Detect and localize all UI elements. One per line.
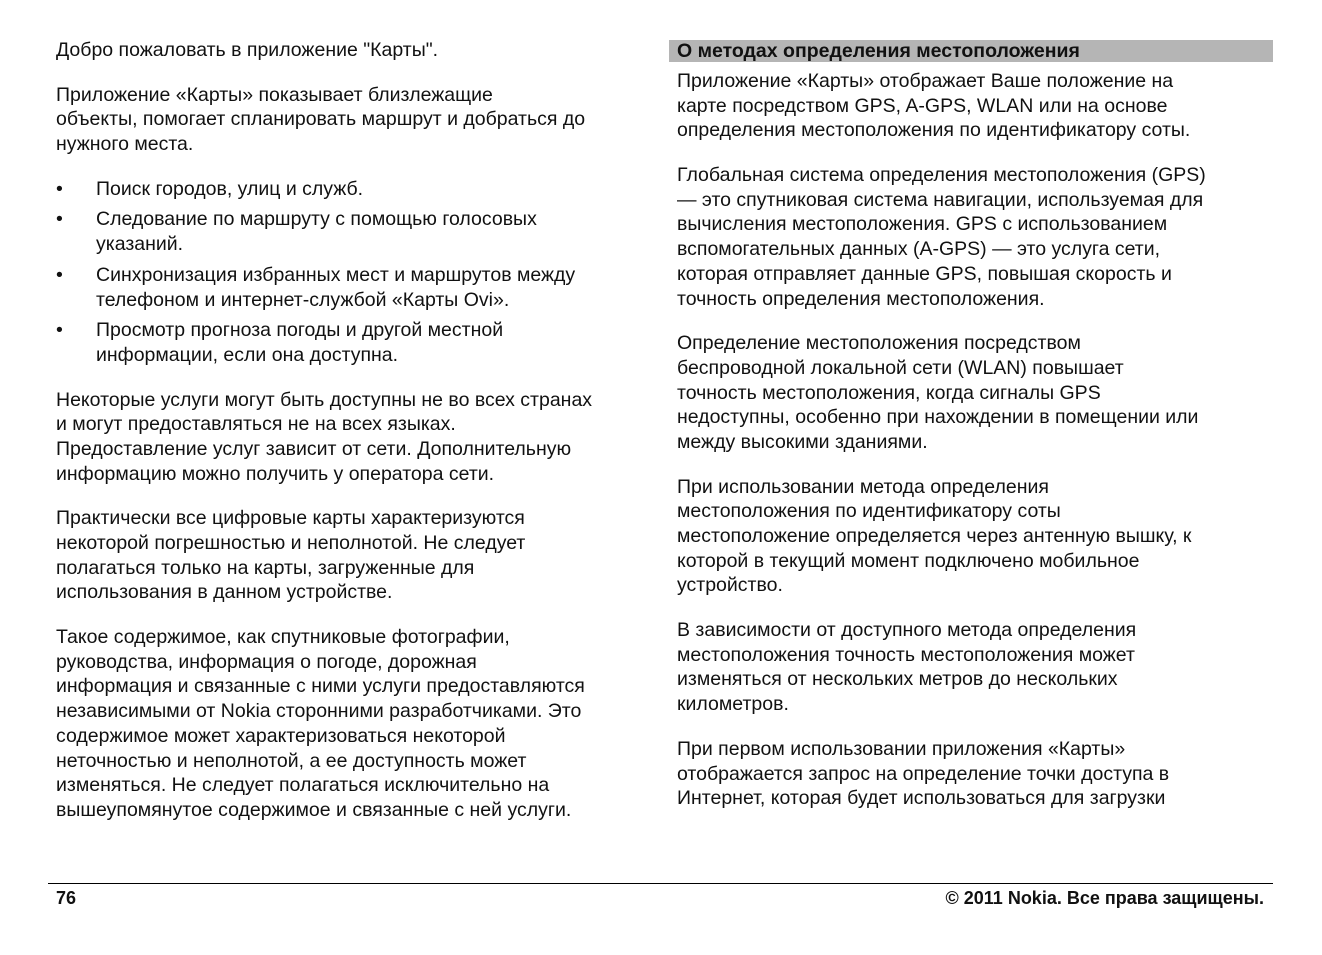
text-line: изменяться. Не следует полагаться исключительно на xyxy=(56,774,550,797)
section-heading: О методах определения местоположения xyxy=(669,40,1273,62)
text-line: и могут предоставляться не на всех языках. xyxy=(56,413,456,436)
text-line: Определение местоположения посредством xyxy=(677,332,1081,355)
text-line: Практически все цифровые карты характеризуются xyxy=(56,507,525,530)
text-line: вычисления местоположения. GPS с использованием xyxy=(677,213,1168,236)
text-line: Интернет, которая будет использоваться для загрузки xyxy=(677,787,1166,810)
list-item xyxy=(56,263,656,312)
text-line: Просмотр прогноза погоды и другой местной xyxy=(96,319,504,342)
text-line: телефоном и интернет-службой «Карты Ovi». xyxy=(96,288,510,311)
text-line: некоторой погрешностью и неполнотой. Не следует xyxy=(56,532,526,554)
text-line: Поиск городов, улиц и служб. xyxy=(96,177,364,200)
list-item xyxy=(56,207,656,256)
text-line: информацию можно получить у оператора сети. xyxy=(56,462,495,485)
text-line: Следование по маршруту с помощью голосовых xyxy=(96,208,537,231)
paragraph xyxy=(677,737,1273,811)
text-line: карте посредством GPS, A-GPS, WLAN или на основе xyxy=(677,94,1168,117)
text-line: содержимое может характеризоваться некоторой xyxy=(56,724,506,747)
text-line: При использовании метода определения xyxy=(677,475,1049,498)
text-line: устройство. xyxy=(677,574,783,597)
paragraph xyxy=(677,331,1273,454)
text-line: определения местоположения по идентификатору соты. xyxy=(677,119,1191,142)
text-line: Синхронизация избранных мест и маршрутов между xyxy=(96,263,576,286)
paragraph xyxy=(677,69,1273,143)
text-line: которая отправляет данные GPS, повышая скорость и xyxy=(677,262,1172,285)
text-line: При первом использовании приложения «Карты» xyxy=(677,737,1126,760)
text-line: независимыми от Nokia сторонними разработчиками. Это xyxy=(56,700,582,723)
text-line: отображается запрос на определение точки доступа в xyxy=(677,762,1170,785)
text-line: Некоторые услуги могут быть доступны не во всех странах xyxy=(56,388,593,411)
text-line: Глобальная система определения местоположения (GPS) xyxy=(677,164,1206,187)
text-line: которой в текущий момент подключено мобильное xyxy=(677,549,1140,572)
paragraph xyxy=(56,625,656,823)
bullet-icon: • xyxy=(56,319,63,342)
text-line: В зависимости от доступного метода определения xyxy=(677,619,1137,642)
text-line: Добро пожаловать в приложение "Карты". xyxy=(56,39,439,61)
text-line: руководства, информация о погоде, дорожная xyxy=(56,650,477,673)
text-line: точность определения местоположения. xyxy=(677,287,1045,310)
text-line: нужного места. xyxy=(56,133,194,156)
text-line: — это спутниковая система навигации, используемая для xyxy=(677,188,1204,211)
text-line: Предоставление услуг зависит от сети. Дополнительную xyxy=(56,437,572,460)
paragraph xyxy=(677,618,1273,717)
page-number: 76 xyxy=(56,888,77,908)
text-line: точность местоположения, когда сигналы GPS xyxy=(677,381,1101,404)
text-line: Такое содержимое, как спутниковые фотографии, xyxy=(56,626,510,649)
text-line: местоположение определяется через антенную вышку, к xyxy=(677,525,1192,547)
text-line: местоположения точность местоположения может xyxy=(677,643,1135,666)
text-line: Приложение «Карты» отображает Ваше положение на xyxy=(677,70,1174,92)
text-line: объекты, помогает спланировать маршрут и добраться до xyxy=(56,108,586,131)
text-line: беспроводной локальной сети (WLAN) повышает xyxy=(677,356,1124,379)
footer-divider xyxy=(48,883,1273,884)
list-item xyxy=(56,318,656,367)
text-line: указаний. xyxy=(96,233,184,256)
paragraph xyxy=(56,506,656,605)
bullet-icon: • xyxy=(56,177,63,200)
text-line: вышеупомянутое содержимое и связанные с ней услуги. xyxy=(56,798,572,821)
text-line: изменяться от нескольких метров до нескольких xyxy=(677,668,1118,691)
paragraph xyxy=(56,38,656,63)
text-line: недоступны, особенно при нахождении в помещении или xyxy=(677,406,1199,429)
text-line: километров. xyxy=(677,693,789,716)
paragraph xyxy=(56,388,656,487)
paragraph xyxy=(677,475,1273,598)
bullet-list xyxy=(56,177,656,368)
bullet-icon: • xyxy=(56,263,63,286)
text-line: Приложение «Карты» показывает близлежащие xyxy=(56,83,493,106)
bullet-icon: • xyxy=(56,208,63,231)
text-line: местоположения по идентификатору соты xyxy=(677,500,1061,523)
text-line: информации, если она доступна. xyxy=(96,343,399,366)
paragraph xyxy=(677,163,1273,311)
right-column xyxy=(677,69,1273,831)
text-line: неточностью и неполнотой, а ее доступность может xyxy=(56,749,527,772)
list-item xyxy=(56,177,656,202)
text-line: вспомогательных данных (A-GPS) — это услуга сети, xyxy=(677,238,1161,261)
paragraph xyxy=(56,83,656,157)
text-line: информация и связанные с ними услуги предоставляются xyxy=(56,675,585,698)
text-line: полагаться только на карты, загруженные для xyxy=(56,556,475,579)
text-line: между высокими зданиями. xyxy=(677,430,928,453)
text-line: использования в данном устройстве. xyxy=(56,581,393,604)
copyright-notice: © 2011 Nokia. Все права защищены. xyxy=(945,888,1264,908)
left-column xyxy=(56,38,656,843)
